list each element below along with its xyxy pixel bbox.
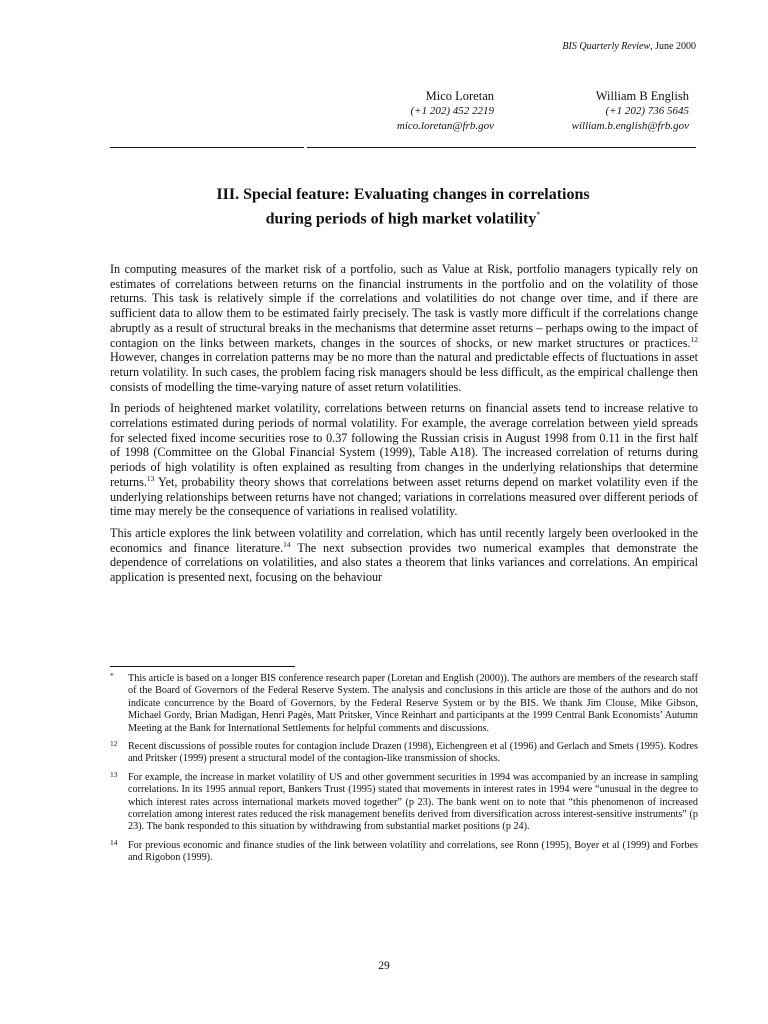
author-name: Mico Loretan	[425, 89, 494, 103]
header-divider-left	[110, 147, 304, 148]
author-phone: (+1 202) 452 2219	[410, 105, 494, 117]
author-phone: (+1 202) 736 5645	[605, 105, 689, 117]
author-block-2	[572, 89, 689, 134]
paragraph-1	[110, 262, 698, 394]
footnote-text: For example, the increase in market volatility of US and other government securities in 1994 was accompanied by an increase in sampling correlations. In its 1995 annual report, Bankers Trust (1995) stated that movements in interest rates in 1994 were “unusual in the degree to which interest rates across international markets moved together” (p 23). The bank went on to note that “this phenomenon of increased correlation among interest rates reduced the risk management benefits derived from diversification across interest-sensitive instruments” (p 23). The bank responded to this situation by withdrawing from substantial market positions (p 24).	[128, 771, 698, 833]
author-email[interactable]: mico.loretan@frb.gov	[396, 120, 494, 132]
footnote	[110, 837, 698, 865]
title-line-2-text: during periods of high market volatility	[265, 210, 537, 228]
paragraph-2	[110, 401, 698, 519]
footnote-text: This article is based on a longer BIS conference research paper (Loretan and English (2000)). The authors are members of the research staff of the Board of Governors of the Federal Reserve System. The analysis and conclusions in this article are those of the authors and do not indicate concurrence by the Board of Governors, by the Federal Reserve System or by the BIS. We thank Jim Clouse, Mike Gibson, Michael Gordy, Brian Madigan, Henri Pagès, Matt Pritsker, Vince Reinhart and participants at the 1999 Central Bank Economists’ Autumn Meeting at the Bank for International Settlements for helpful comments and discussions.	[128, 673, 698, 734]
title-line-2	[110, 205, 696, 229]
author-block-1	[397, 89, 494, 134]
footnote-text: Recent discussions of possible routes for contagion include Drazen (1998), Eichengreen et al (1996) and Gerlach and Smets (1995). Kodres and Pritsker (1999) present a structural model of the contagion-like transmission of shocks.	[128, 741, 698, 765]
footnote-mark: 12	[110, 739, 118, 749]
footnote-mark: 13	[110, 769, 118, 779]
footnote	[110, 741, 698, 766]
paragraph-text: This article explores the link between volatility and correlation, which has until recently largely been overlooked in the economics and finance literature.	[110, 525, 698, 555]
paragraph-text: In periods of heightened market volatility, correlations between returns on financial assets tend to increase relative to correlations estimated during periods of normal volatility. For example, the average correlation between yield spreads for selected fixed income securities rose to 0.37 following the Russian crisis in August 1998 from 0.11 in the first half of 1998 (Committee on the Global Financial System (1999), Table A18). The increased correlation of returns during periods of high volatility is often explained as resulting from changes in the underlying relationships that determine returns.	[110, 401, 698, 489]
footnote-text: For previous economic and finance studies of the link between volatility and correlations, see Ronn (1995), Boyer et al (1999) and Forbes and Rigobon (1999).	[128, 839, 698, 864]
paragraph-text: The next subsection provides two numerical examples that demonstrate the dependence of correlations on volatilities, and also states a theorem that links variances and correlations. An empirical application is presented next, focusing on the behaviour	[110, 540, 698, 585]
footnote	[110, 673, 698, 735]
footnote-divider	[110, 666, 295, 667]
author-name: William B English	[595, 89, 689, 103]
footnote	[110, 769, 698, 834]
running-header	[562, 41, 696, 52]
paragraph-text: Yet, probability theory shows that correlations between asset returns depend on market volatility even if the underlying relationships between returns have not changed; variations in correlations measured over different periods of time may merely be the consequence of variations in realised volatility.	[110, 474, 698, 519]
author-email[interactable]: william.b.english@frb.gov	[571, 120, 689, 132]
paragraph-3	[110, 526, 698, 585]
footnotes	[110, 673, 698, 871]
article-title	[110, 185, 696, 229]
page-number: 29	[378, 960, 390, 972]
title-footnote-mark[interactable]: *	[536, 210, 541, 219]
paragraph-text: However, changes in correlation patterns may be no more than the natural and predictable effects of fluctuations in asset return volatility. In such cases, the problem facing risk managers should be less difficult, as the empirical challenge then consists of modelling the time-varying nature of asset return volatilities.	[110, 350, 698, 394]
journal-name: BIS Quarterly Review	[562, 41, 651, 52]
footnote-mark: *	[110, 671, 114, 680]
footnote-ref[interactable]: 13	[146, 473, 155, 483]
footnote-ref[interactable]: 14	[283, 539, 291, 549]
paragraph-text: In computing measures of the market risk of a portfolio, such as Value at Risk, portfolio managers typically rely on estimates of correlations between returns on the financial instruments in the portfolio and on the volatility of those returns. This task is relatively simple if the correlations and volatilities do not change over time, and if there are sufficient data to allow them to be estimated fairly precisely. The task is vastly more difficult if the correlations change abruptly as a result of structural breaks in the mechanisms that determine asset returns – perhaps owing to the impact of contagion on the links between markets, changes in the sources of shocks, or new market structures or practices.	[110, 262, 698, 350]
issue-date: , June 2000	[650, 41, 696, 52]
article-body	[110, 262, 698, 592]
footnote-mark: 14	[110, 837, 118, 847]
footnote-ref[interactable]: 12	[690, 334, 698, 344]
title-line-1: III. Special feature: Evaluating changes in correlations	[216, 186, 590, 203]
header-divider-right	[307, 147, 696, 148]
